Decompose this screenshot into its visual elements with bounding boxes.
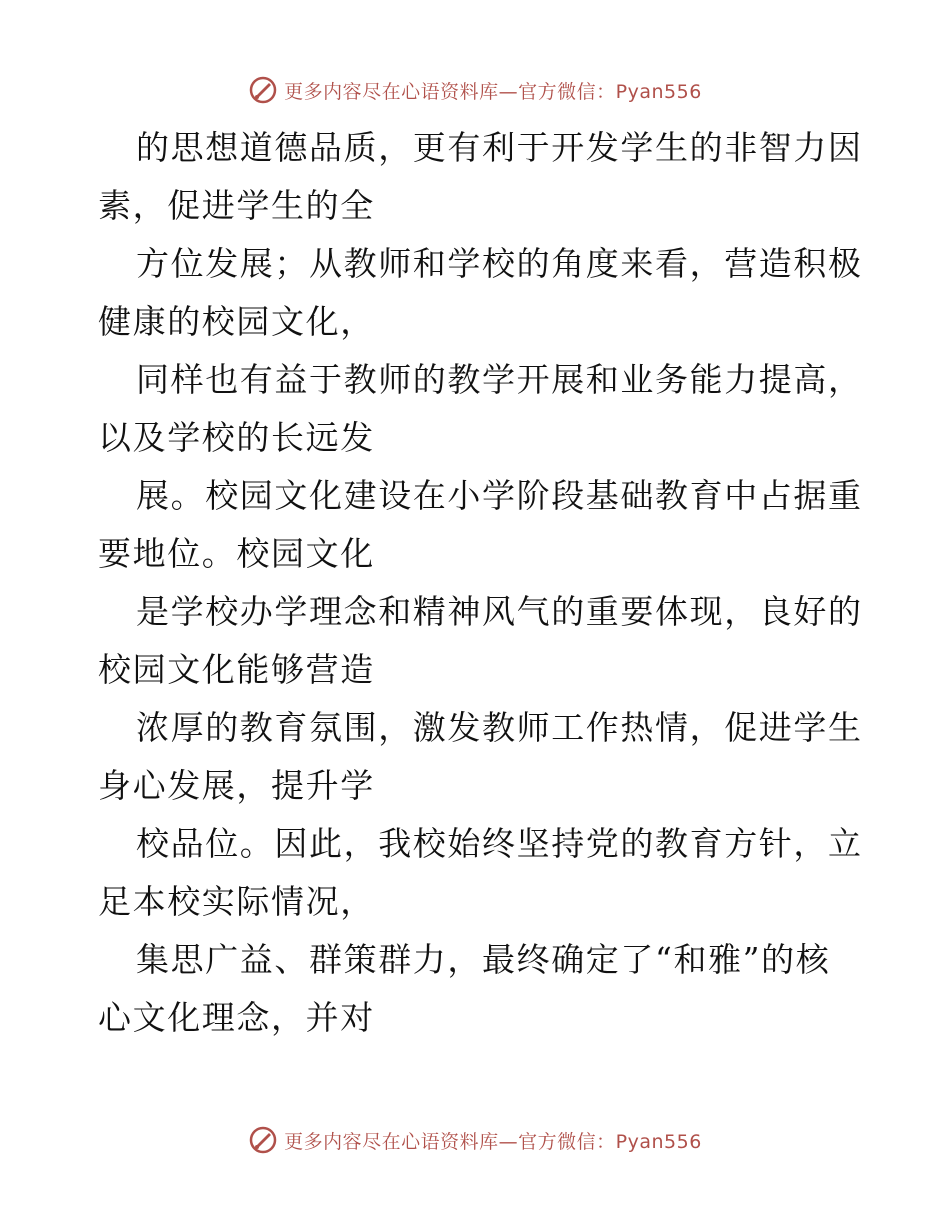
- text-line: 校园文化能够营造: [98, 650, 375, 689]
- text-line: 展。校园文化建设在小学阶段基础教育中占据重: [136, 476, 863, 515]
- text-line: 集思广益、群策群力，最终确定了“和雅”的核: [136, 940, 831, 979]
- header-banner-text: 更多内容尽在心语资料库—官方微信：Pyan556: [284, 80, 702, 103]
- text-line: 健康的校园文化，: [98, 302, 375, 341]
- text-line: 是学校办学理念和精神风气的重要体现，良好的: [136, 592, 863, 631]
- footer-banner: [0, 1122, 950, 1158]
- text-line: 以及学校的长远发: [98, 418, 375, 457]
- text-line: 方位发展；从教师和学校的角度来看，营造积极: [136, 244, 863, 283]
- text-line: 素，促进学生的全: [98, 186, 375, 225]
- text-line: 浓厚的教育氛围，激发教师工作热情，促进学生: [136, 708, 863, 747]
- text-line: 要地位。校园文化: [98, 534, 375, 573]
- text-line: 同样也有益于教师的教学开展和业务能力提高，: [136, 360, 863, 399]
- brush-circle-logo-icon: [248, 1125, 278, 1155]
- text-line: 身心发展，提升学: [98, 766, 375, 805]
- footer-banner-text: 更多内容尽在心语资料库—官方微信：Pyan556: [284, 1130, 702, 1153]
- text-line: 的思想道德品质，更有利于开发学生的非智力因: [136, 128, 863, 167]
- header-banner: [0, 72, 950, 108]
- text-line: 足本校实际情况，: [98, 882, 375, 921]
- text-line: 校品位。因此，我校始终坚持党的教育方针，立: [136, 824, 863, 863]
- text-line: 心文化理念，并对: [98, 998, 375, 1037]
- brush-circle-logo-icon: [248, 75, 278, 105]
